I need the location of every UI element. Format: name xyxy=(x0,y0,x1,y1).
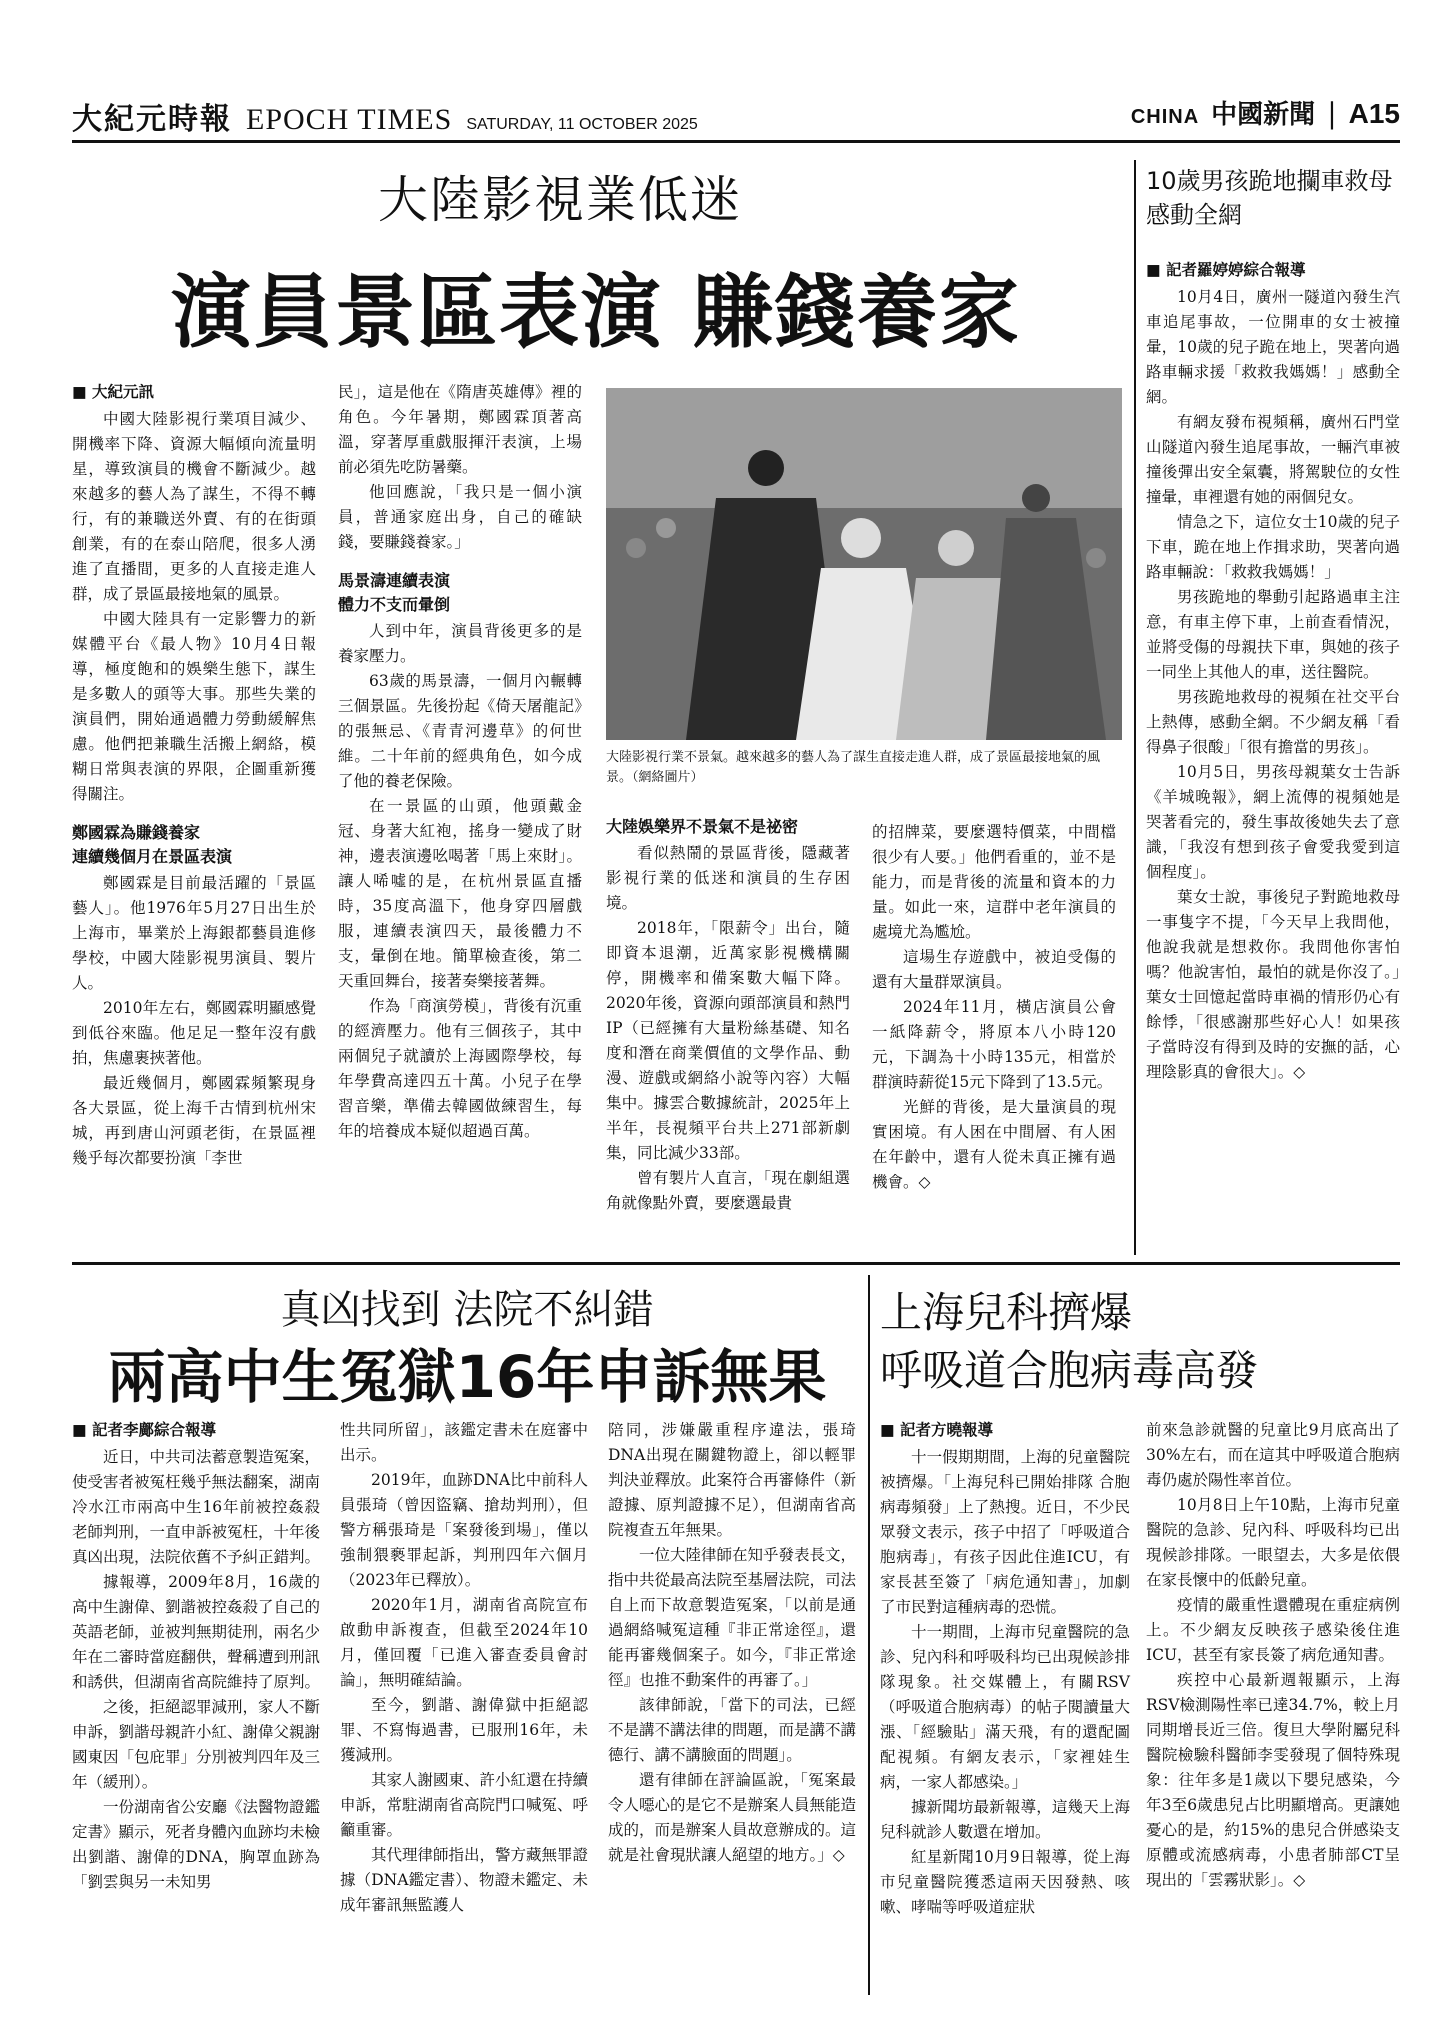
paragraph: 情急之下，這位女士10歲的兒子下車，跪在地上作揖求助，哭著向過路車輛說：「救救我媽媽！」 xyxy=(1146,513,1400,581)
paragraph: 性共同所留」，該鑑定書未在庭審中出示。 xyxy=(340,1421,588,1464)
story1-column-3 xyxy=(606,815,850,1216)
paragraph: 2018年，「限薪令」出台，隨即資本退潮，近萬家影視機構關停，開機率和備案數大幅下降。2020年後，資源向頭部演員和熱門IP（已經擁有大量粉絲基礎、知名度和潛在商業價值的文學作品、動漫、遊戲或網絡小說等內容）大幅集中。據雲合數據統計，2025年上半年，長視頻平台共上271部新劇集，同比減少33部。 xyxy=(606,919,850,1162)
paragraph: 疫情的嚴重性還體現在重症病例上。不少網友反映孩子感染後住進ICU，甚至有家長簽了病危通知書。 xyxy=(1146,1596,1400,1664)
paragraph: 最近幾個月，鄭國霖頻繁現身各大景區，從上海千古情到杭州宋城，再到唐山河頭老街，在景區裡幾乎每次都要扮演「李世 xyxy=(72,1074,316,1167)
story2-body xyxy=(1146,258,1400,1085)
paragraph: 該律師說，「當下的司法，已經不是講不講法律的問題，而是講不講德行、講不講臉面的問題」。 xyxy=(608,1696,857,1764)
paragraph: 十一期間，上海市兒童醫院的急診、兒內科和呼吸科均已出現候診排隊現象。社交媒體上，有關RSV（呼吸道合胞病毒）的帖子閱讀量大漲、「經驗貼」滿天飛，有的還配圖配視頻。有網友表示，「家裡娃生病，一家人都感染。」 xyxy=(880,1623,1130,1791)
paragraph: 據新聞坊最新報導，這幾天上海兒科就診人數還在增加。 xyxy=(880,1798,1130,1841)
performers-illustration xyxy=(606,388,1122,740)
paragraph: 曾有製片人直言，「現在劇組選角就像點外賣，要麼選最貴 xyxy=(606,1169,850,1212)
paragraph: 十一假期期間，上海的兒童醫院被擠爆。「上海兒科已開始排隊 合胞病毒頻發」上了熱搜。近日，不少民眾發文表示，孩子中招了「呼吸道合胞病毒」，有孩子因此住進ICU，有家長甚至簽了「病危通知書」，加劇了市民對這種病毒的恐慌。 xyxy=(880,1448,1130,1616)
paragraph: 鄭國霖是目前最活躍的「景區藝人」。他1976年5月27日出生於上海市，畢業於上海銀都藝員進修學校，中國大陸影視男演員、製片人。 xyxy=(72,874,316,992)
paragraph: 63歲的馬景濤，一個月內輾轉三個景區。先後扮起《倚天屠龍記》的張無忌、《青青河邊草》的何世維。二十年前的經典角色，如今成了他的養老保險。 xyxy=(338,672,582,790)
paragraph: 陪同，涉嫌嚴重程序違法，張琦DNA出現在關鍵物證上，卻以輕罪判決並釋放。此案符合再審條件（新證據、原判證據不足），但湖南省高院複查五年無果。 xyxy=(608,1421,857,1539)
page-number: A15 xyxy=(1348,98,1400,129)
paragraph: 他回應說，「我只是一個小演員，普通家庭出身，自己的確缺錢，要賺錢養家。」 xyxy=(338,483,582,551)
paragraph: 2019年，血跡DNA比中前科人員張琦（曾因盜竊、搶劫判刑），但警方稱張琦是「案發後到場」，僅以強制猥褻罪起訴，判刑四年六個月（2023年已釋放）。 xyxy=(340,1471,588,1589)
masthead-english: EPOCH TIMES xyxy=(246,103,453,136)
paragraph: 民」，這是他在《隋唐英雄傳》裡的角色。今年暑期，鄭國霖頂著高溫，穿著厚重戲服揮汗表演，上場前必須先吃防暑藥。 xyxy=(338,383,582,476)
paragraph: 一份湖南省公安廳《法醫物證鑑定書》顯示，死者身體內血跡均未檢出劉諧、謝偉的DNA，胸罩血跡為「劉雲與另一未知男 xyxy=(72,1798,321,1891)
paragraph: 一位大陸律師在知乎發表長文，指中共從最高法院至基層法院，司法自上而下故意製造冤案，「以前是通過網絡喊冤這種『非正常途徑』，還能再審幾個案子。如今，『非正常途徑』也推不動案件的再審了。」 xyxy=(608,1546,857,1689)
story1-column-2 xyxy=(338,380,582,1144)
paragraph: 光鮮的背後，是大量演員的現實困境。有人困在中間層、有人困在年齡中，還有人從未真正擁有過機會。◇ xyxy=(872,1098,1116,1191)
story1-headline: 演員景區表演 賺錢養家 xyxy=(171,266,1021,359)
story4-byline: ■ 記者方曉報導 xyxy=(880,1418,1130,1443)
story4-column-1 xyxy=(880,1418,1130,1920)
paragraph: 2010年左右，鄭國霖明顯感覺到低谷來臨。他足足一整年沒有戲拍，焦慮裹挾著他。 xyxy=(72,999,316,1067)
paragraph: 男孩跪地救母的視頻在社交平台上熱傳，感動全網。不少網友稱「看得鼻子很酸」「很有擔當的男孩」。 xyxy=(1146,688,1400,756)
section-header xyxy=(1131,94,1400,131)
paragraph: 10月5日，男孩母親葉女士告訴《羊城晚報》，網上流傳的視頻她是哭著看完的，發生事故後她失去了意識，「我沒有想到孩子會愛我愛到這個程度」。 xyxy=(1146,763,1400,881)
story1-subhead-2: 馬景濤連續表演 體力不支而暈倒 xyxy=(338,571,451,614)
story3-column-3 xyxy=(608,1418,856,1868)
story2-headline: 10歲男孩跪地攔車救母感動全網 xyxy=(1146,167,1393,229)
paragraph: 其代理律師指出，警方藏無罪證據（DNA鑑定書）、物證未鑑定、未成年審訊無監護人 xyxy=(340,1846,589,1914)
paragraph: 近日，中共司法蓄意製造冤案，使受害者被冤枉幾乎無法翻案，湖南冷水江市兩高中生16年前被控姦殺老師判刑，一直申訴被冤枉，十年後真凶出現，法院依舊不予糾正錯判。 xyxy=(72,1448,321,1566)
story2-byline: ■ 記者羅婷婷綜合報導 xyxy=(1146,258,1400,283)
story1-column-4 xyxy=(872,820,1116,1195)
story3-byline: ■ 記者李鄺綜合報導 xyxy=(72,1418,320,1443)
paragraph: 男孩跪地的舉動引起路過車主注意，有車主停下車，上前查看情況，並將受傷的母親扶下車，與她的孩子一同坐上其他人的車，送往醫院。 xyxy=(1146,588,1400,681)
paragraph: 作為「商演勞模」，背後有沉重的經濟壓力。他有三個孩子，其中兩個兒子就讀於上海國際學校，每年學費高達四五十萬。小兒子在學習音樂，準備去韓國做練習生，每年的培養成本疑似超過百萬。 xyxy=(338,997,582,1140)
paragraph: 2024年11月，橫店演員公會一紙降薪令，將原本八小時120元，下調為十小時135元，相當於群演時薪從15元下降到了13.5元。 xyxy=(872,998,1116,1091)
paragraph: 之後，拒絕認罪減刑，家人不斷申訴，劉諧母親許小紅、謝偉父親謝國東因「包庇罪」分別被判四年及三年（緩刑）。 xyxy=(72,1698,321,1791)
story1-photo-caption: 大陸影視行業不景氣。越來越多的藝人為了謀生直接走進人群，成了景區最接地氣的風景。（網絡圖片） xyxy=(606,750,1101,785)
section-chinese: 中國新聞 xyxy=(1211,100,1316,130)
story1-column-1 xyxy=(72,380,316,1171)
masthead-chinese: 大紀元時報 xyxy=(72,102,232,137)
story4-headline: 呼吸道合胞病毒高發 xyxy=(880,1346,1259,1395)
column-divider xyxy=(868,1275,870,1995)
paragraph: 在一景區的山頭，他頭戴金冠、身著大紅袍，搖身一變成了財神，邊表演邊吆喝著「馬上來財」。讓人唏噓的是，在杭州景區直播時，35度高溫下，他身穿四層戲服，連續表演四天，最後體力不支，暈倒在地。簡單檢查後，第二天重回舞台，接著奏樂接著舞。 xyxy=(338,797,582,990)
story3-column-1 xyxy=(72,1418,320,1895)
section-rule xyxy=(72,1262,1400,1265)
paragraph: 其家人謝國東、許小紅還在持續申訴，常駐湖南省高院門口喊冤、呼籲重審。 xyxy=(340,1771,589,1839)
paragraph: 10月4日，廣州一隧道內發生汽車追尾事故，一位開車的女士被撞暈，10歲的兒子跪在地上，哭著向過路車輛求援「救救我媽媽！」感動全網。 xyxy=(1146,288,1400,406)
paragraph: 還有律師在評論區說，「冤案最令人噁心的是它不是辦案人員無能造成的，而是辦案人員故意辦成的。這就是社會現狀讓人絕望的地方。」◇ xyxy=(608,1771,857,1864)
masthead xyxy=(72,94,698,137)
story1-subhead-1: 鄭國霖為賺錢養家 連續幾個月在景區表演 xyxy=(72,823,233,866)
story1-subhead-3: 大陸娛樂界不景氣不是祕密 xyxy=(606,817,799,836)
paragraph: 2020年1月，湖南省高院宣布啟動申訴複查，但截至2024年10月，僅回覆「已進入審查委員會討論」，無明確結論。 xyxy=(340,1596,588,1689)
story4-kicker: 上海兒科擠爆 xyxy=(880,1288,1133,1337)
paragraph: 據報導，2009年8月，16歲的高中生謝偉、劉諧被控姦殺了自己的英語老師，並被判無期徒刑，兩名少年在二審時當庭翻供，聲稱遭到刑訊和誘供，但湖南省高院維持了原判。 xyxy=(72,1573,321,1691)
header-rule xyxy=(72,140,1400,143)
paragraph: 看似熱鬧的景區背後，隱藏著影視行業的低迷和演員的生存困境。 xyxy=(606,844,850,912)
paragraph: 的招牌菜，要麼選特價菜，中間檔很少有人要。」他們看重的，並不是能力，而是背後的流量和資本的力量。如此一來，這群中老年演員的處境尤為尷尬。 xyxy=(872,823,1116,941)
story3-column-2 xyxy=(340,1418,588,1918)
story3-kicker: 真凶找到 法院不糾錯 xyxy=(280,1287,654,1333)
paragraph: 有網友發布視頻稱，廣州石門堂山隧道內發生追尾事故，一輛汽車被撞後彈出安全氣囊，將駕駛位的女性撞暈，車裡還有她的兩個兒女。 xyxy=(1146,413,1400,506)
story1-photo xyxy=(606,388,1122,740)
story1-byline: ■ 大紀元訊 xyxy=(72,380,316,405)
column-divider xyxy=(1134,160,1136,1255)
story1-kicker: 大陸影視業低迷 xyxy=(378,171,742,229)
paragraph: 葉女士說，事後兒子對跪地救母一事隻字不提，「今天早上我問他，他說我就是想救你。我問他你害怕嗎？他說害怕，最怕的就是你沒了。」葉女士回憶起當時車禍的情形仍心有餘悸，「很感謝那些好心人！如果孩子當時沒有得到及時的安撫的話，心理陰影真的會很大」。◇ xyxy=(1146,888,1400,1081)
section-english: CHINA xyxy=(1130,106,1200,128)
paragraph: 中國大陸具有一定影響力的新媒體平台《最人物》10月4日報導，極度飽和的娛樂生態下，謀生是多數人的頭等大事。那些失業的演員們，開始通過體力勞動緩解焦慮。他們把兼職生活搬上網絡，模糊日常與表演的界限，企圖重新獲得關注。 xyxy=(72,610,316,803)
paragraph: 中國大陸影視行業項目減少、開機率下降、資源大幅傾向流量明星，導致演員的機會不斷減少。越來越多的藝人為了謀生，不得不轉行，有的兼職送外賣、有的在街頭創業，有的在泰山陪爬，很多人湧進了直播間，更多的人直接走進人群，成了景區最接地氣的風景。 xyxy=(72,410,316,603)
paragraph: 人到中年，演員背後更多的是養家壓力。 xyxy=(338,622,582,665)
paragraph: 這場生存遊戲中，被迫受傷的還有大量群眾演員。 xyxy=(872,948,1116,991)
paragraph: 紅星新聞10月9日報導，從上海市兒童醫院獲悉這兩天因發熱、咳嗽、哮喘等呼吸道症狀 xyxy=(880,1848,1130,1916)
paragraph: 前來急診就醫的兒童比9月底高出了30%左右，而在這其中呼吸道合胞病毒仍處於陽性率首位。 xyxy=(1146,1421,1400,1489)
story4-column-2 xyxy=(1146,1418,1400,1893)
section-divider: | xyxy=(1327,97,1337,130)
issue-date: SATURDAY, 11 OCTOBER 2025 xyxy=(466,116,698,133)
paragraph: 10月8日上午10點，上海市兒童醫院的急診、兒內科、呼吸科均已出現候診排隊。一眼望去，大多是依偎在家長懷中的低齡兒童。 xyxy=(1146,1496,1400,1589)
paragraph: 疾控中心最新週報顯示，上海RSV檢測陽性率已達34.7%，較上月同期增長近三倍。復旦大學附屬兒科醫院檢驗科醫師李雯發現了個特殊現象：往年多是1歲以下嬰兒感染，今年3至6歲患兒占比明顯增高。更讓她憂心的是，約15%的患兒合併感染支原體或流感病毒，小患者肺部CT呈現出的「雲霧狀影」。◇ xyxy=(1146,1671,1400,1889)
story3-headline: 兩高中生冤獄16年申訴無果 xyxy=(107,1343,827,1411)
paragraph: 至今，劉諧、謝偉獄中拒絕認罪、不寫悔過書，已服刑16年，未獲減刑。 xyxy=(340,1696,588,1764)
